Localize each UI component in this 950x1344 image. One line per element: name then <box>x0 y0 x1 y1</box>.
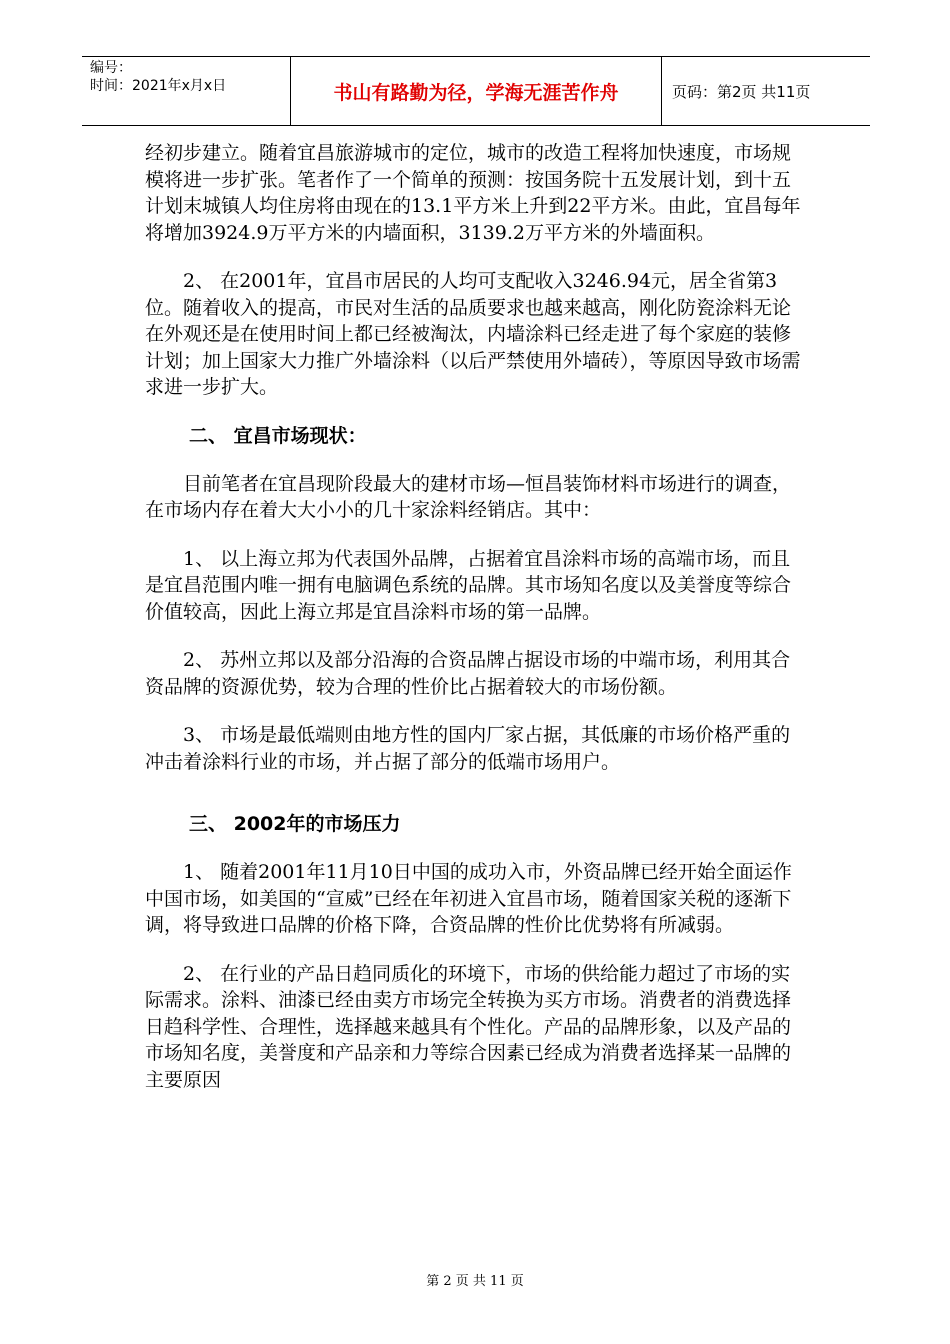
paragraph-low-end: 3、 市场是最低端则由地方性的国内厂家占据，其低廉的市场价格严重的冲击着涂料行业的市场，并占据了部分的低端市场用户。 <box>145 724 791 773</box>
header-motto: 书山有路勤为径，学海无涯苦作舟 <box>291 57 662 125</box>
document-number-label: 编号： <box>90 60 132 76</box>
page-header <box>82 56 870 126</box>
paragraph-wto-entry: 1、 随着2001年11月10日中国的成功入市，外资品牌已经开始全面运作中国市场，如美国的“宣威”已经在年初进入宜昌市场，随着国家关税的逐渐下调，将导致进口品牌的价格下降，合资品牌的性价比优势将有所减弱。 <box>145 861 792 936</box>
document-time-label: 时间：2021年x月x日 <box>90 78 227 94</box>
section-heading-market-pressure: 三、 2002年的市场压力 <box>189 813 401 835</box>
paragraph-mid-end: 2、 苏州立邦以及部分沿海的合资品牌占据设市场的中端市场，利用其合资品牌的资源优势，较为合理的性价比占据着较大的市场份额。 <box>145 649 791 698</box>
document-body <box>145 140 805 1115</box>
paragraph-continuation: 经初步建立。随着宜昌旅游城市的定位，城市的改造工程将加快速度，市场规模将进一步扩张。笔者作了一个简单的预测：按国务院十五发展计划，到十五计划末城镇人均住房将由现在的13.1平方米上升到22平方米。由此，宜昌每年将增加3924.9万平方米的内墙面积，3139.2万平方米的外墙面积。 <box>145 142 801 244</box>
paragraph-survey-intro: 目前笔者在宜昌现阶段最大的建材市场—恒昌装饰材料市场进行的调查，在市场内存在着大大小小的几十家涂料经销店。其中： <box>145 472 792 521</box>
header-meta <box>82 57 291 125</box>
paragraph-oversupply: 2、 在行业的产品日趋同质化的环境下，市场的供给能力超过了市场的实际需求。涂料、油漆已经由卖方市场完全转换为买方市场。消费者的消费选择日趋科学性、合理性，选择越来越具有个性化。产品的品牌形象，以及产品的市场知名度，美誉度和产品亲和力等综合因素已经成为消费者选择某一品牌的主要原因 <box>145 962 792 1091</box>
paragraph-high-end: 1、 以上海立邦为代表国外品牌，占据着宜昌涂料市场的高端市场，而且是宜昌范围内唯一拥有电脑调色系统的品牌。其市场知名度以及美誉度等综合价值较高，因此上海立邦是宜昌涂料市场的第一品牌。 <box>145 547 792 623</box>
paragraph-income: 2、 在2001年，宜昌市居民的人均可支配收入3246.94元，居全省第3位。随着收入的提高，市民对生活的品质要求也越来越高，刚化防瓷涂料无论在外观还是在使用时间上都已经被淘汰，内墙涂料已经走进了每个家庭的装修计划；加上国家大力推广外墙涂料（以后严禁使用外墙砖），等原因导致市场需求进一步扩大。 <box>145 270 801 398</box>
section-heading-market-status: 二、 宜昌市场现状： <box>189 424 367 447</box>
header-page-number: 页码：第2页 共11页 <box>672 82 811 101</box>
page-footer: 第 2 页 共 11 页 <box>426 1274 524 1289</box>
